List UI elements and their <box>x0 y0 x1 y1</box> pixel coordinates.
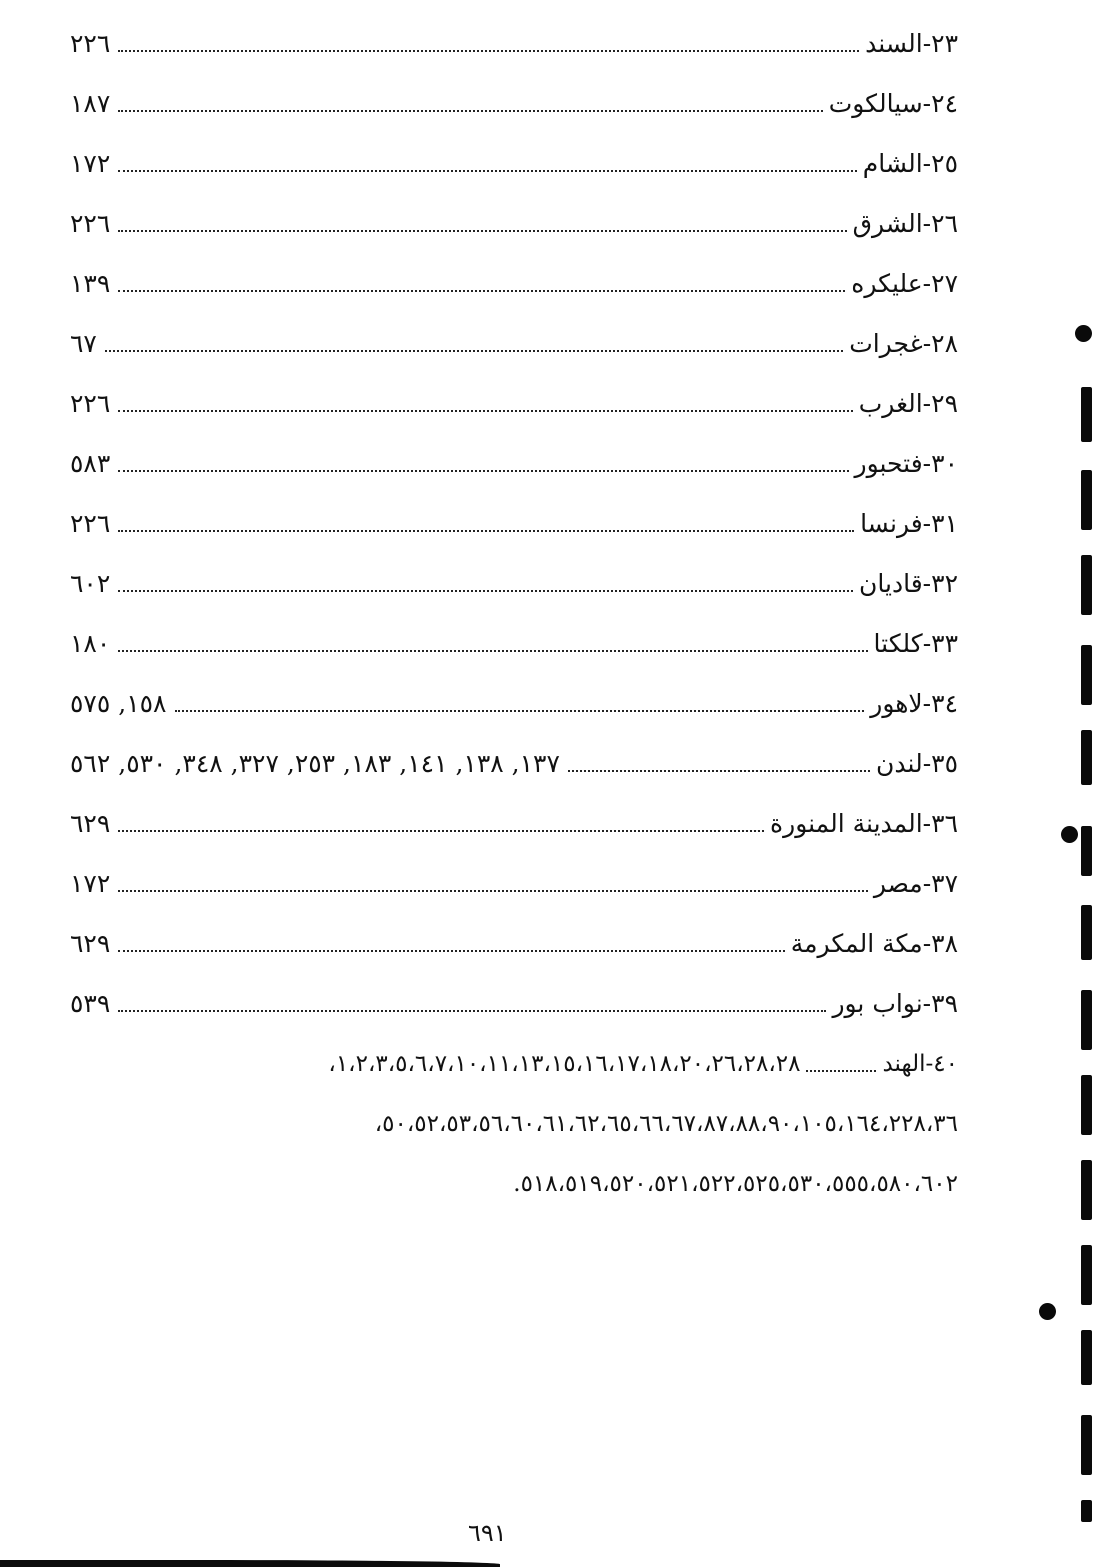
india-line-3 <box>70 1154 958 1214</box>
entry-label: ٣٣-كلكتا <box>873 629 958 658</box>
entry-label: ٣٠-فتحبور <box>854 449 958 478</box>
page-number: ٦٩١ <box>468 1519 507 1547</box>
entry-pages: ٦٢٩ <box>70 929 111 958</box>
binding-bar-icon <box>1081 470 1092 530</box>
entry-label: ٣٩-نواب بور <box>832 989 958 1018</box>
index-entry <box>70 314 958 374</box>
index-entry <box>70 374 958 434</box>
entry-pages: ٦٢٩ <box>70 809 111 838</box>
dot-leader <box>568 770 870 772</box>
index-entry <box>70 74 958 134</box>
india-line-1 <box>70 1034 958 1094</box>
entry-label: ٣٦-المدينة المنورة <box>770 809 958 838</box>
binding-bar-icon <box>1081 387 1092 442</box>
entry-label: ٣١-فرنسا <box>860 509 958 538</box>
binding-bar-icon <box>1081 1160 1092 1220</box>
binding-bar-icon <box>1081 1330 1092 1385</box>
index-entry <box>70 854 958 914</box>
binding-hole-icon <box>1039 1303 1056 1320</box>
index-entry <box>70 614 958 674</box>
entry-pages: ٥٣٩ <box>70 989 111 1018</box>
binding-bar-icon <box>1081 905 1092 960</box>
entry-label: ٣٨-مكة المكرمة <box>790 929 958 958</box>
entry-pages-continued: ٥١٨،٥١٩،٥٢٠،٥٢١،٥٢٢،٥٢٥،٥٣٠،٥٥٥،٥٨٠،٦٠٢. <box>513 1171 958 1197</box>
entry-pages: ١٨٧ <box>70 89 111 118</box>
entry-label: ٢٨-غجرات <box>849 329 958 358</box>
binding-marks <box>1056 0 1096 1567</box>
dot-leader <box>118 650 867 652</box>
dot-leader <box>118 890 868 892</box>
place-index-list <box>70 14 958 1214</box>
dot-leader <box>118 530 854 532</box>
entry-pages: ٥٨٣ <box>70 449 111 478</box>
binding-bar-icon <box>1081 1245 1092 1305</box>
index-entry <box>70 914 958 974</box>
index-entry <box>70 14 958 74</box>
binding-bar-icon <box>1081 730 1092 785</box>
dot-leader <box>118 1010 826 1012</box>
entry-pages: ٦٧ <box>70 329 97 358</box>
binding-bar-icon <box>1081 1075 1092 1135</box>
index-entry <box>70 134 958 194</box>
entry-label: ٣٧-مصر <box>873 869 958 898</box>
index-entry <box>70 554 958 614</box>
entry-pages: ٦٠٢ <box>70 569 111 598</box>
index-entry <box>70 794 958 854</box>
entry-label: ٢٩-الغرب <box>858 389 958 418</box>
entry-pages: ٢٢٦ <box>70 209 111 238</box>
entry-pages: ١٨٠ <box>70 629 111 658</box>
entry-pages-continued: ٥٠،٥٢،٥٣،٥٦،٦٠،٦١،٦٢،٦٥،٦٦،٦٧،٨٧،٨٨،٩٠،١٠٥،١٦٤،٢٢٨،٣٦، <box>374 1111 958 1137</box>
index-entry <box>70 674 958 734</box>
dot-leader <box>105 350 843 352</box>
entry-pages: ٢٢٦ <box>70 509 111 538</box>
dot-leader <box>806 1070 876 1072</box>
entry-pages: ١٧٢ <box>70 149 111 178</box>
dot-leader <box>175 710 865 712</box>
entry-label: ٢٦-الشرق <box>852 209 958 238</box>
dot-leader <box>118 230 846 232</box>
binding-bar-icon <box>1081 826 1092 876</box>
binding-bar-icon <box>1081 1500 1092 1522</box>
entry-label: ٣٢-قاديان <box>859 569 958 598</box>
binding-hole-icon <box>1061 826 1078 843</box>
entry-label: ٢٥-الشام <box>862 149 958 178</box>
binding-bar-icon <box>1081 645 1092 705</box>
binding-bar-icon <box>1081 555 1092 615</box>
dot-leader <box>118 830 764 832</box>
entry-label: ٢٧-عليكره <box>851 269 958 298</box>
dot-leader <box>118 950 784 952</box>
entry-label: ٢٤-سيالكوت <box>828 89 958 118</box>
index-entry <box>70 974 958 1034</box>
dot-leader <box>118 170 856 172</box>
dot-leader <box>118 470 848 472</box>
index-entry <box>70 194 958 254</box>
dot-leader <box>118 110 822 112</box>
entry-pages: ١٣٩ <box>70 269 111 298</box>
entry-pages: ١،٢،٣،٥،٦،٧،١٠،١١،١٣،١٥،١٦،١٧،١٨،٢٠،٢٦،٢٨،٢٨، <box>328 1051 801 1077</box>
dot-leader <box>118 290 845 292</box>
entry-pages: ٢٢٦ <box>70 29 111 58</box>
index-entry <box>70 254 958 314</box>
index-entry <box>70 494 958 554</box>
india-line-2 <box>70 1094 958 1154</box>
entry-label: ٢٣-السند <box>865 29 958 58</box>
dot-leader <box>118 410 852 412</box>
entry-label: ٣٥-لندن <box>876 749 958 778</box>
entry-pages: ١٧٢ <box>70 869 111 898</box>
entry-pages: ١٣٧, ١٣٨, ١٤١, ١٨٣, ٢٥٣, ٣٢٧, ٣٤٨, ٥٣٠, ٥٦٢ <box>70 749 560 778</box>
binding-bar-icon <box>1081 990 1092 1050</box>
dot-leader <box>118 50 859 52</box>
entry-pages: ١٥٨, ٥٧٥ <box>70 689 167 718</box>
entry-label: ٣٤-لاهور <box>870 689 958 718</box>
scan-edge-shadow <box>0 1560 500 1567</box>
binding-hole-icon <box>1075 325 1092 342</box>
dot-leader <box>118 590 853 592</box>
index-entry-india <box>70 1034 958 1214</box>
entry-pages: ٢٢٦ <box>70 389 111 418</box>
entry-label: ٤٠-الهند <box>882 1051 958 1077</box>
binding-bar-icon <box>1081 1415 1092 1475</box>
index-entry <box>70 734 958 794</box>
index-entry <box>70 434 958 494</box>
